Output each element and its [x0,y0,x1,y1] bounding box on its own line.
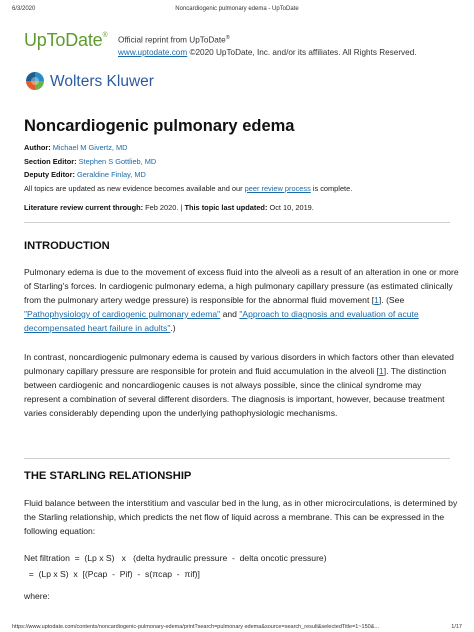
deputy-editor-link[interactable]: Geraldine Finlay, MD [76,170,146,179]
uptodate-logo [24,30,107,51]
intro-heading: INTRODUCTION [24,240,110,252]
starling-paragraph: Fluid balance between the interstitium and vascular bed in the lung, as in other microcirculations, is determined by the Starling relationship, which predicts the net flow of liquid across a membrane. This can be expressed in the following equation: [24,498,458,536]
site-link[interactable]: www.uptodate.com [118,47,188,57]
article-metadata [24,141,352,215]
reference-link[interactable]: 1 [374,295,379,305]
intro-paragraph-2: In contrast, noncardiogenic pulmonary edema is caused by various disorders in which factors other than elevated pulmonary capillary pressure are responsible for protein and fluid accumulation in the alveoli [1]. The distinction between cardiogenic and noncardiogenic causes is not always possible, since the clinical syndrome may represent a combination of several different disorders. The diagnosis is important, however, because treatment varies considerably depending upon the underlying pathophysiologic mechanisms. [24,352,454,418]
update-notice: All topics are updated as new evidence becomes available and our peer review process is complete. [24,183,353,193]
logo-text: UpToDate [24,30,103,50]
section-editor-link[interactable]: Stephen S Gottlieb, MD [78,156,157,166]
section-editor-label: Section Editor: [24,156,77,166]
copyright: ©2020 UpToDate, Inc. and/or its affiliates. All Rights Reserved. [189,47,417,57]
section-divider [24,458,450,459]
author-link[interactable]: Michael M Givertz, MD [52,143,128,152]
equation-line-1: Net filtration = (Lp x S) x (delta hydraulic pressure - delta oncotic pressure) [24,553,327,563]
review-dates: Literature review current through: Feb 2020. | This topic last updated: Oct 10, 2019. [24,203,314,212]
page-title: Noncardiogenic pulmonary edema [24,117,295,135]
reprint-trademark: ® [225,35,230,41]
where-label: where: [24,591,50,601]
peer-review-link[interactable]: peer review process [244,183,311,193]
equation-line-2: = (Lp x S) x [(Pcap - Pif) - s(πcap - πif)] [24,569,200,579]
reference-link[interactable]: 1 [378,366,384,376]
print-url: https://www.uptodate.com/contents/noncardiogenic-pulmonary-edema/print?search=pulmonary edema&source=search_result&selectedTitle=1~150&... [12,624,379,630]
reprint-line: Official reprint from UpToDate [118,35,226,45]
page-number: 1/17 [451,624,462,630]
logo-trademark: ® [102,32,108,39]
print-date: 6/3/2020 [12,6,36,12]
starling-heading: THE STARLING RELATIONSHIP [24,470,192,482]
deputy-editor-label: Deputy Editor: [24,170,75,179]
section-divider [24,222,450,223]
print-header [12,6,462,16]
reprint-notice [118,32,417,59]
intro-paragraph-1: Pulmonary edema is due to the movement of excess fluid into the alveoli as a result of an alteration in one or more of Starling's forces. In cardiogenic pulmonary edema, a high pulmonary capillary pressure (as estimated clinically from the pulmonary artery wedge pressure) is responsible for the abnormal fluid movement [1]. (See "Pathophysiology of cardiogenic pulmonary edema" and "Approach to diagnosis and evaluation of acute decompensated heart failure in adults".) [24,267,459,333]
heart-failure-link[interactable]: "Approach to diagnosis and evaluation of acute decompensated heart failure in adults" [24,309,419,333]
wolters-kluwer-globe-icon [26,72,44,90]
cardiogenic-edema-link[interactable]: "Pathophysiology of cardiogenic pulmonary edema" [24,309,221,319]
print-page-title: Noncardiogenic pulmonary edema - UpToDate [175,6,299,12]
publisher-name: Wolters Kluwer [50,73,154,90]
author-label: Author: [24,143,51,152]
